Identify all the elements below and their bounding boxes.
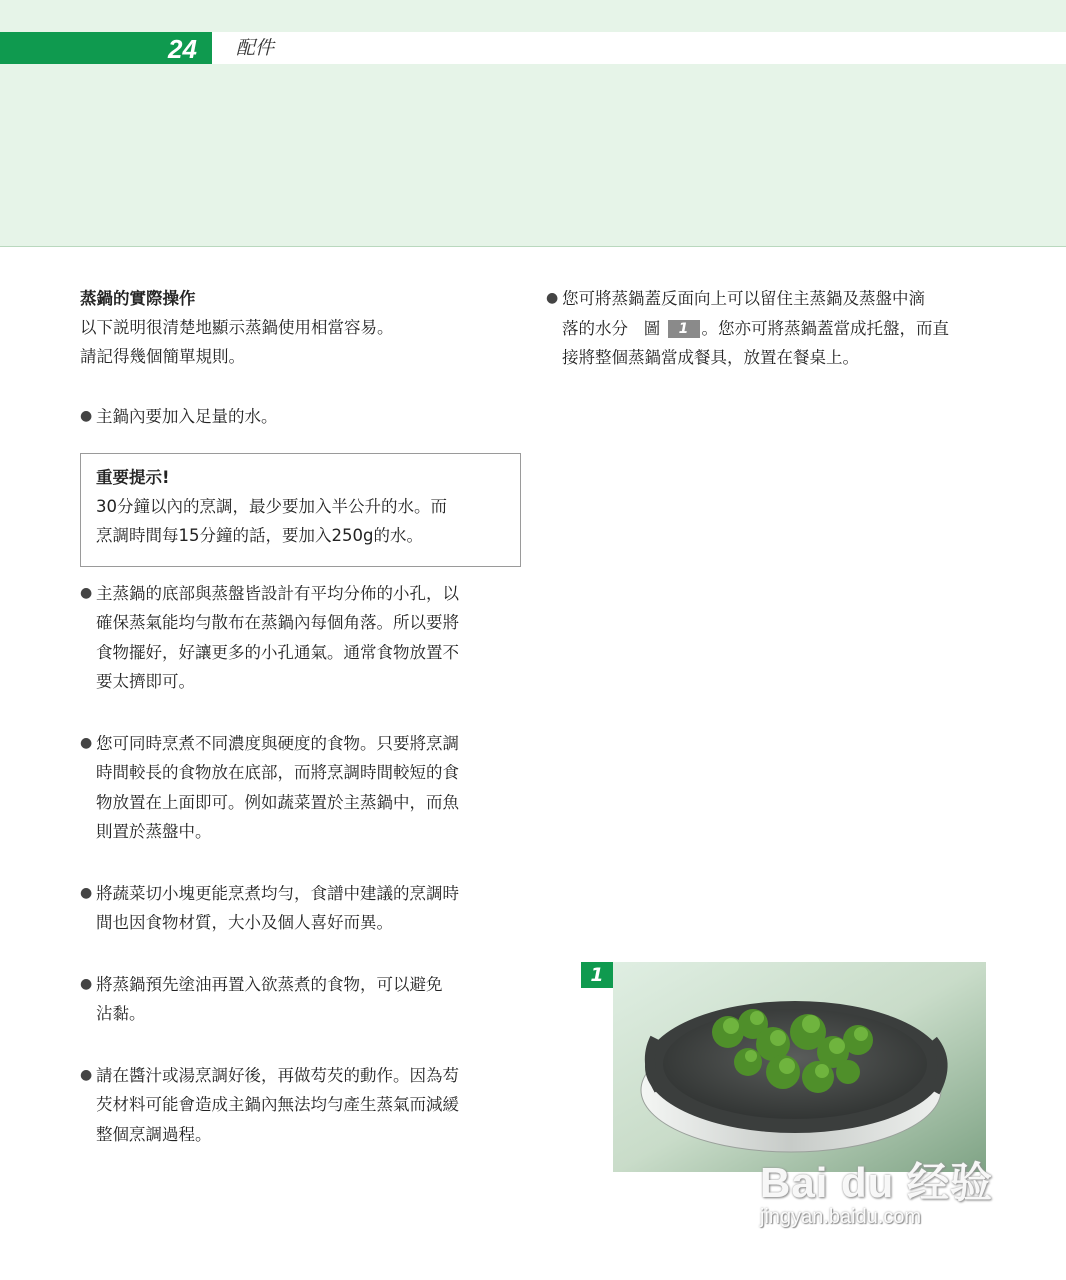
notice-line-1: 30分鐘以內的烹調，最少要加入半公升的水。而 [96, 496, 447, 516]
intro-line-2: 請記得幾個簡單規則。 [80, 347, 245, 366]
bullet-dot-icon: ● [80, 408, 93, 424]
bullet-layers [80, 729, 520, 847]
bullet-cut [80, 879, 520, 938]
bullet-line: 則置於蒸盤中。 [96, 822, 212, 841]
bullet-dot-icon: ● [80, 1066, 93, 1083]
bullet-line: 您可同時烹煮不同濃度與硬度的食物。只要將烹調 [96, 733, 459, 753]
figure-ref-badge: 1 [668, 320, 700, 338]
bullet-line: 主蒸鍋的底部與蒸盤皆設計有平均分佈的小孔，以 [96, 583, 459, 603]
page-number: 24 [168, 34, 197, 64]
bullet-line: 沾黏。 [96, 1004, 146, 1023]
bullet-line: 食物擺好，好讓更多的小孔通氣。通常食物放置不 [96, 642, 459, 662]
bullet-line: 物放置在上面即可。例如蔬菜置於主蒸鍋中，而魚 [96, 792, 459, 812]
steamer-photo [613, 962, 986, 1172]
bullet-line: 您可將蒸鍋蓋反面向上可以留住主蒸鍋及蒸盤中滴 [562, 289, 925, 308]
bullet-line: 時間較長的食物放在底部，而將烹調時間較短的食 [96, 763, 459, 782]
bullet-line: 請在醬汁或湯烹調好後，再做芶芡的動作。因為芶 [96, 1065, 459, 1085]
chapter-title: 配件 [236, 37, 275, 59]
bullet-holes [80, 579, 520, 697]
figure-label: 圖 [643, 318, 661, 338]
figure-number-tag: 1 [581, 962, 613, 988]
bullet-line: 將蒸鍋預先塗油再置入欲蒸煮的食物，可以避免 [96, 974, 443, 994]
bullet-line-with-figure-ref [562, 314, 990, 344]
section-heading: 蒸鍋的實際操作 [80, 289, 196, 308]
text-fragment: 。您亦可將蒸鍋蓋當成托盤，而直 [701, 318, 949, 338]
bullet-line: 接將整個蒸鍋當成餐具，放置在餐桌上。 [562, 348, 859, 367]
bullet-dot-icon: ● [80, 734, 93, 751]
bullet-dot-icon: ● [80, 884, 93, 901]
bullet-text: 主鍋內要加入足量的水。 [96, 407, 278, 426]
important-notice-box [80, 453, 521, 567]
bullet-thicken [80, 1061, 520, 1150]
bullet-line: 將蔬菜切小塊更能烹煮均勻，食譜中建議的烹調時 [96, 883, 459, 903]
bullet-oil [80, 970, 520, 1029]
text-fragment: 落的水分 [562, 318, 628, 338]
bullet-line: 芡材料可能會造成主鍋內無法均勻產生蒸氣而減緩 [96, 1095, 459, 1114]
intro-line-1: 以下説明很清楚地顯示蒸鍋使用相當容易。 [80, 318, 394, 337]
left-column [80, 284, 520, 1149]
steamer-illustration [613, 962, 986, 1172]
bullet-dot-icon: ● [546, 290, 559, 306]
bullet-line: 確保蒸氣能均勻散布在蒸鍋內每個角落。所以要將 [96, 613, 459, 632]
bullet-line: 要太擠即可。 [96, 672, 195, 691]
bullet-lid [546, 284, 990, 373]
notice-title: 重要提示! [96, 467, 170, 487]
notice-line-2: 烹調時間每15分鐘的話，要加入250g的水。 [96, 525, 423, 545]
page-header [0, 32, 1066, 64]
bullet-water [80, 402, 520, 432]
baidu-watermark-url: jingyan.baidu.com [760, 1206, 922, 1228]
bullet-line: 間也因食物材質，大小及個人喜好而異。 [96, 913, 393, 932]
bullet-dot-icon: ● [80, 584, 93, 601]
right-column [546, 284, 990, 373]
bullet-line: 整個烹調過程。 [96, 1124, 212, 1144]
baidu-watermark-logo: Bai du 经验 [760, 1159, 994, 1206]
bullet-dot-icon: ● [80, 975, 93, 992]
